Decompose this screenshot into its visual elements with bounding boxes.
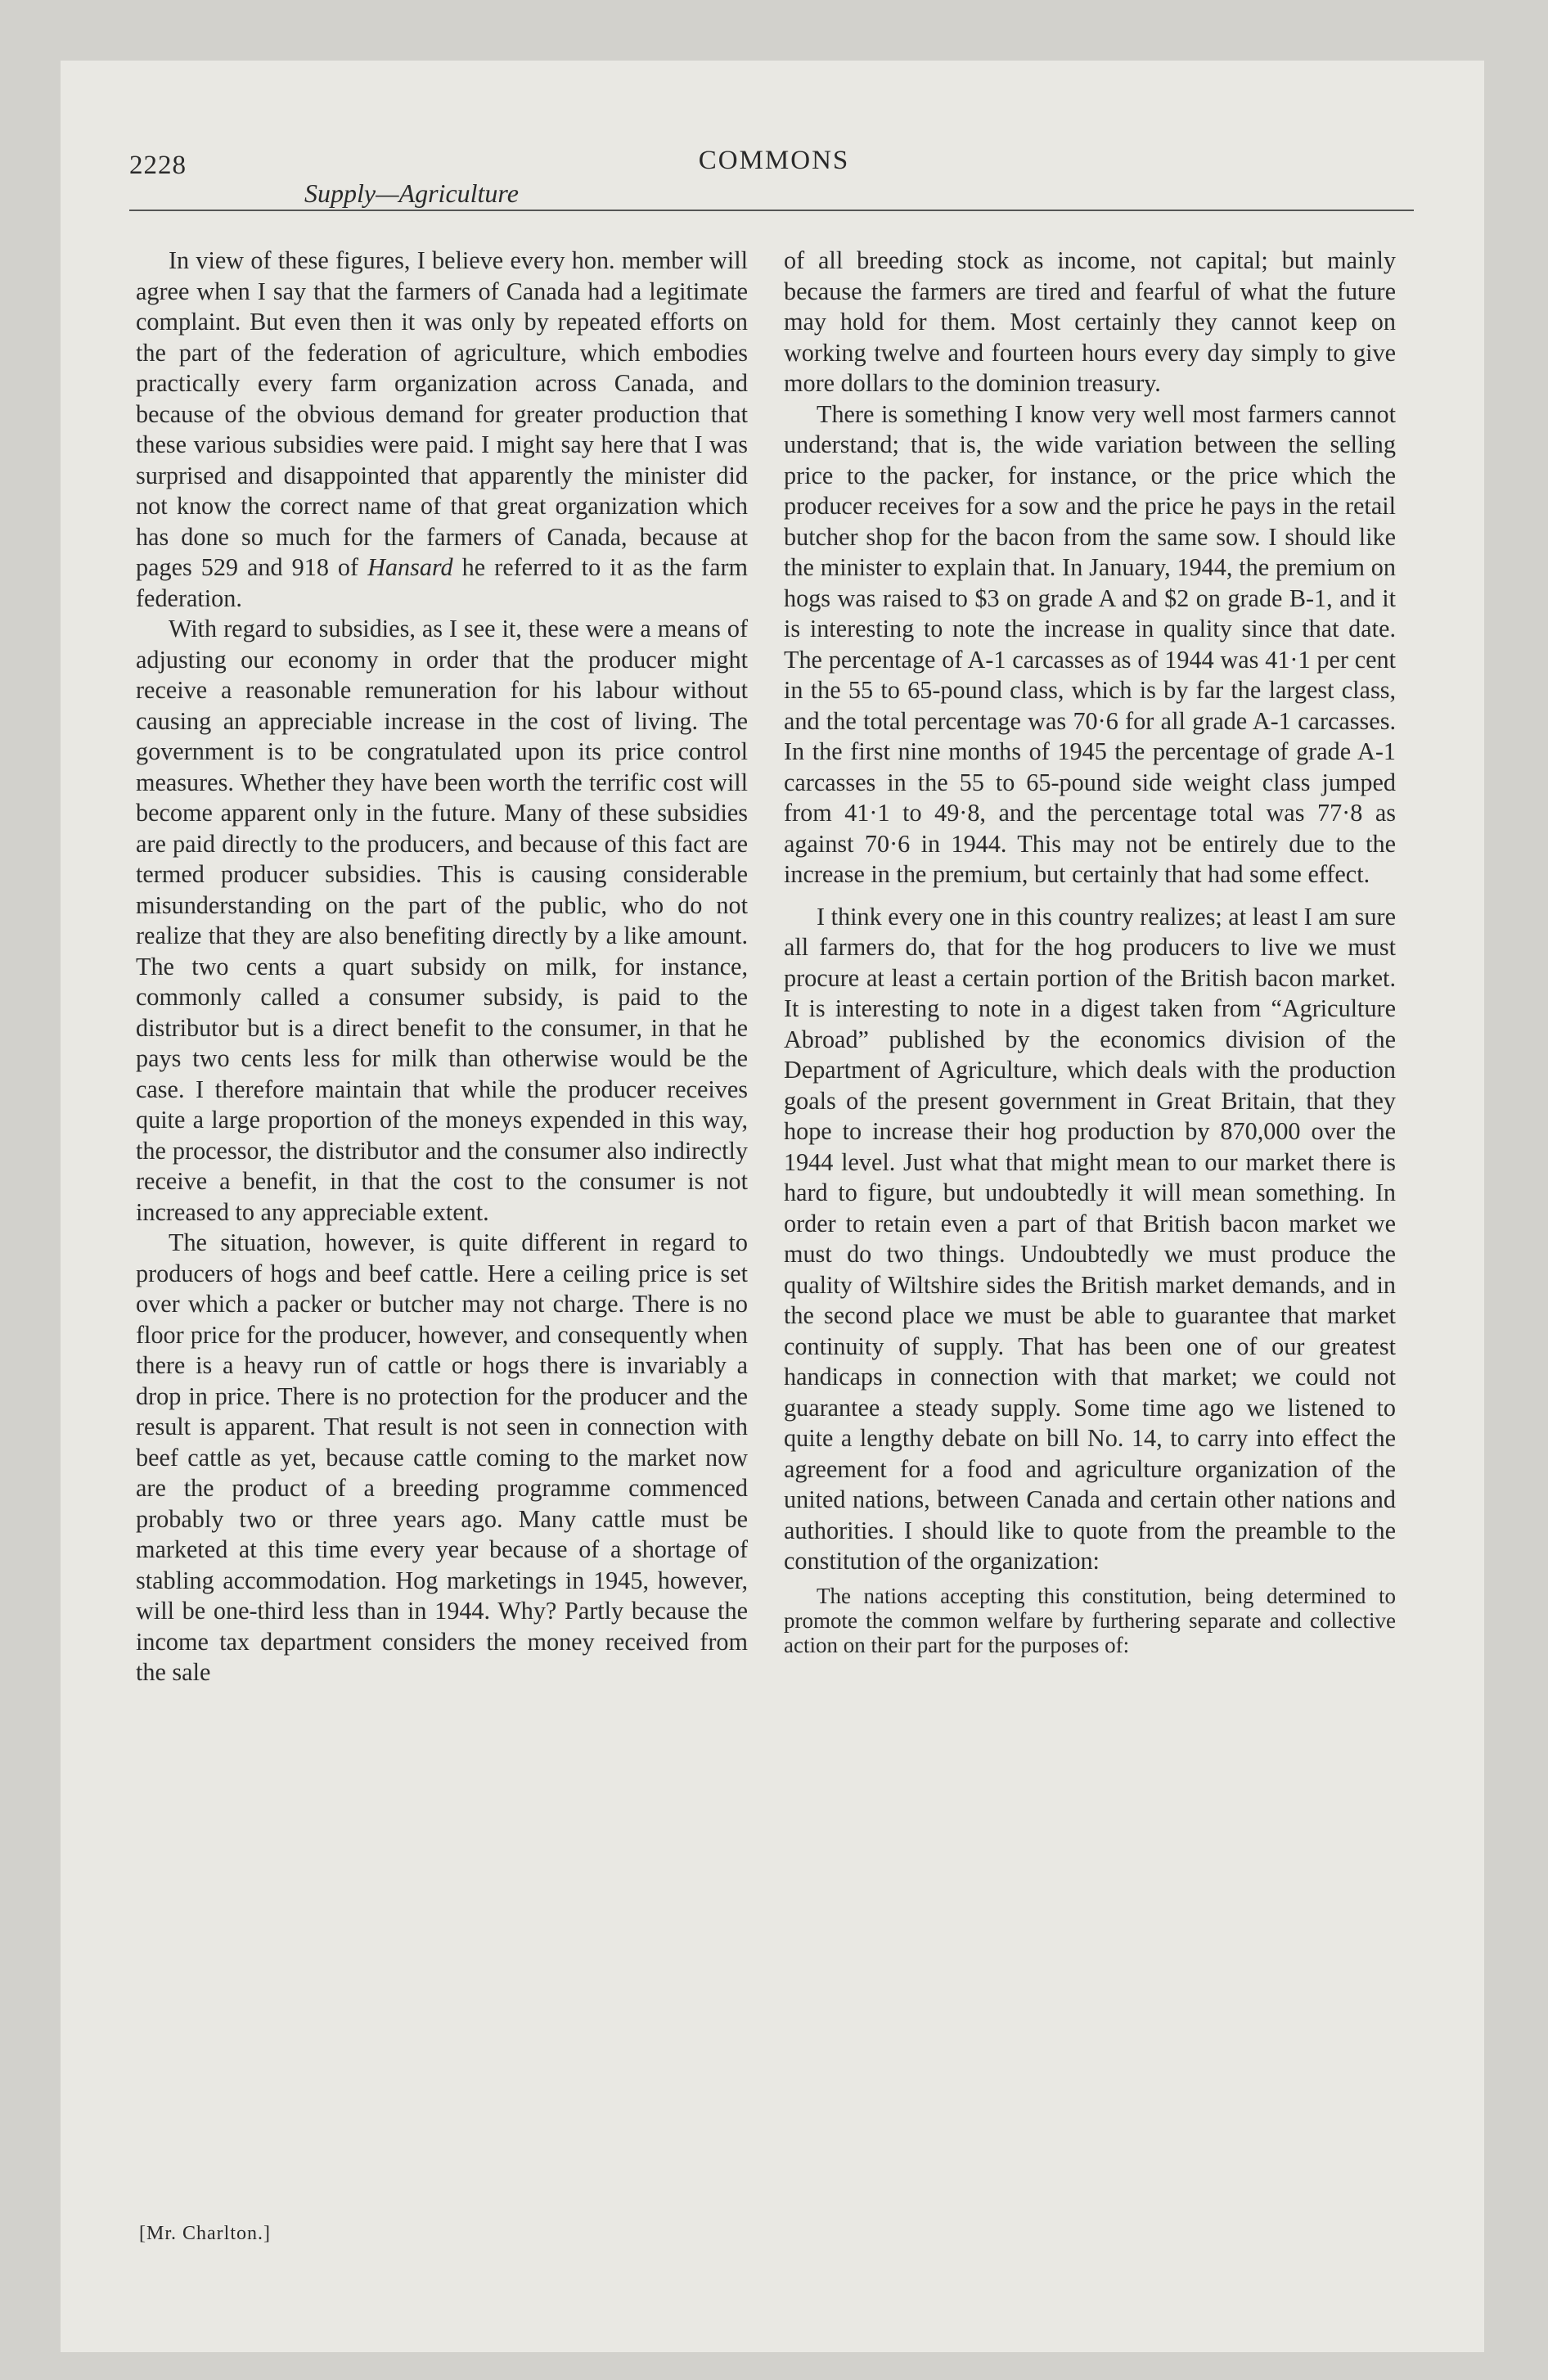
paragraph — [136, 1228, 748, 1688]
page-number: 2228 — [129, 151, 187, 180]
paragraph-text: In view of these figures, I believe every hon. member will agree when I say that the farmers of Canada had a legitimate complaint. But even then it was only by repeated efforts on the part of the federation of agriculture, which embodies practically every farm organization across Canada, and because of the obvious demand for greater production that these various subsidies were paid. I might say here that I was surprised and disappointed that apparently the minister did not know the correct name of that great organization which has done so much for the farmers of Canada, because at pages 529 and 918 of Hansard he referred to it as the farm federation. — [136, 246, 748, 612]
paragraph-continued — [784, 246, 1396, 399]
paragraph — [136, 246, 748, 614]
paragraph — [784, 902, 1396, 1577]
quote-text: The nations accepting this constitution, being determined to promote the common welfare by furthering separate and collective action on their part for the purposes of: — [784, 1583, 1396, 1657]
paragraph-text: I think every one in this country realizes; at least I am sure all farmers do, that for the hog producers to live we must procure at least a certain portion of the British bacon market. It is interesting to note in a digest taken from “Agriculture Abroad” published by the economics division of the Department of Agriculture, which deals with the production goals of the present government in Great Britain, that they hope to increase their hog production by 870,000 over the 1944 level. Just what that might mean to our market there is hard to figure, but undoubtedly it will mean something. In order to retain even a part of that British bacon market we must do two things. Undoubtedly we must produce the quality of Wiltshire sides the British market demands, and in the second place we must be able to guarantee that market continuity of supply. That has been one of our greatest handicaps in connection with that market; we could not guarantee a steady supply. Some time ago we listened to quite a lengthy debate on bill No. 14, to carry into effect the agreement for a food and agriculture organization of the united nations, between Canada and certain other nations and authorities. I should like to quote from the preamble to the constitution of the organization: — [784, 902, 1396, 1575]
paragraph — [136, 614, 748, 1228]
section-title: Supply—Agriculture — [304, 178, 519, 208]
paragraph-text: With regard to subsidies, as I see it, these were a means of adjusting our economy in order that the producer might receive a reasonable remuneration for his labour without causing an appreciable increase in the cost of living. The government is to be congratulated upon its price control measures. Whether they have been worth the terrific cost will become apparent only in the future. Many of these subsidies are paid directly to the producers, and because of this fact are termed producer subsidies. This is causing considerable misunderstanding on the part of the public, who do not realize that they are also benefiting directly by a like amount. The two cents a quart subsidy on milk, for instance, commonly called a consumer subsidy, is paid to the distributor but is a direct benefit to the consumer, in that he pays two cents less for milk than otherwise would be the case. I therefore maintain that while the producer receives quite a large proportion of the moneys expended in this way, the processor, the distributor and the consumer also indirectly receive a benefit, in that the cost to the consumer is not increased to any appreciable extent. — [136, 615, 748, 1226]
paragraph — [784, 399, 1396, 890]
running-title: COMMONS — [698, 146, 850, 175]
header-rule — [129, 210, 1414, 211]
paragraph-text: of all breeding stock as income, not capital; but mainly because the farmers are tired and fearful of what the future may hold for them. Most certainly they cannot keep on working twelve and fourteen hours every day simply to give more dollars to the dominion treasury. — [784, 246, 1396, 397]
speaker-tag: [Mr. Charlton.] — [139, 2223, 271, 2244]
paragraph-text: There is something I know very well most farmers cannot understand; that is, the wide variation between the selling price to the packer, for instance, or the price which the producer receives for a sow and the price he pays in the retail butcher shop for the bacon from the same sow. I should like the minister to explain that. In January, 1944, the premium on hogs was raised to $3 on grade A and $2 on grade B-1, and it is interesting to note the increase in quality since that date. The percentage of A-1 carcasses as of 1944 was 41·1 per cent in the 55 to 65-pound class, which is by far the largest class, and the total percentage was 70·6 for all grade A-1 carcasses. In the first nine months of 1945 the percentage of grade A-1 carcasses in the 55 to 65-pound side weight class jumped from 41·1 to 49·8, and the percentage total was 77·8 as against 70·6 in 1944. This may not be entirely due to the increase in the premium, but certainly that had some effect. — [784, 399, 1396, 888]
block-quote — [784, 1584, 1396, 1657]
left-column — [136, 246, 748, 1688]
right-column — [784, 246, 1396, 1657]
paragraph-text: The situation, however, is quite different in regard to producers of hogs and beef cattle. Here a ceiling price is set over which a packer or butcher may not charge. There is no floor price for the producer, however, and consequently when there is a heavy run of cattle or hogs there is invariably a drop in price. There is no protection for the producer and the result is apparent. That result is not seen in connection with beef cattle as yet, because cattle coming to the market now are the product of a breeding programme commenced probably two or three years ago. Many cattle must be marketed at this time every year because of a shortage of stabling accommodation. Hog marketings in 1945, however, will be one-third less than in 1944. Why? Partly because the income tax department considers the money received from the sale — [136, 1228, 748, 1686]
